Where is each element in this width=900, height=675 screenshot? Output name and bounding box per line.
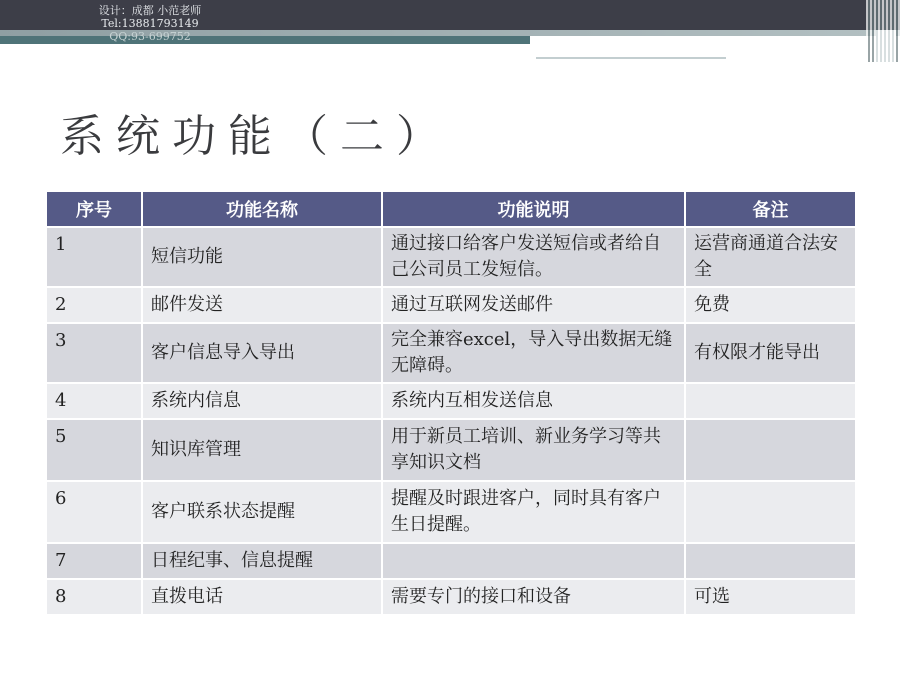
table-header-row [46,191,856,227]
header-name: 功能名称 [142,191,382,227]
header-description: 功能说明 [382,191,685,227]
cell-note [685,383,856,419]
cell-note: 有权限才能导出 [685,323,856,383]
cell-name: 系统内信息 [142,383,382,419]
cell-name: 邮件发送 [142,287,382,323]
cell-index: 6 [46,481,142,543]
decor-thin-line [536,57,726,59]
cell-name: 客户信息导入导出 [142,323,382,383]
slide-title: 系统功能（二） [60,111,452,162]
cell-index: 2 [46,287,142,323]
cell-note: 免费 [685,287,856,323]
cell-description: 完全兼容excel，导入导出数据无缝无障碍。 [382,323,685,383]
table-row [46,419,856,481]
cell-description: 用于新员工培训、新业务学习等共享知识文档 [382,419,685,481]
cell-description: 需要专门的接口和设备 [382,579,685,615]
table-row [46,579,856,615]
table-row [46,323,856,383]
cell-index: 7 [46,543,142,579]
cell-name: 直拨电话 [142,579,382,615]
table-row [46,227,856,287]
cell-description: 提醒及时跟进客户，同时具有客户生日提醒。 [382,481,685,543]
cell-description [382,543,685,579]
cell-index: 3 [46,323,142,383]
cell-note: 运营商通道合法安全 [685,227,856,287]
table-row [46,543,856,579]
cell-index: 1 [46,227,142,287]
designer-credits [0,4,300,43]
cell-description: 通过互联网发送邮件 [382,287,685,323]
cell-index: 5 [46,419,142,481]
table-row [46,481,856,543]
cell-note [685,419,856,481]
cell-name: 知识库管理 [142,419,382,481]
cell-name: 短信功能 [142,227,382,287]
credit-designer: 设计：成都 小范老师 [98,4,202,17]
cell-index: 4 [46,383,142,419]
decor-line [532,48,832,51]
cell-name: 日程纪事、信息提醒 [142,543,382,579]
table-row [46,287,856,323]
cell-note [685,543,856,579]
cell-note: 可选 [685,579,856,615]
cell-index: 8 [46,579,142,615]
cell-name: 客户联系状态提醒 [142,481,382,543]
cell-note [685,481,856,543]
credit-qq: QQ:93-699752 [109,30,191,43]
feature-table [45,190,857,616]
table-row [46,383,856,419]
header-note: 备注 [685,191,856,227]
header-index: 序号 [46,191,142,227]
decor-stripes-inner [876,30,896,62]
cell-description: 系统内互相发送信息 [382,383,685,419]
cell-description: 通过接口给客户发送短信或者给自己公司员工发短信。 [382,227,685,287]
credit-phone: Tel:13881793149 [101,17,199,30]
